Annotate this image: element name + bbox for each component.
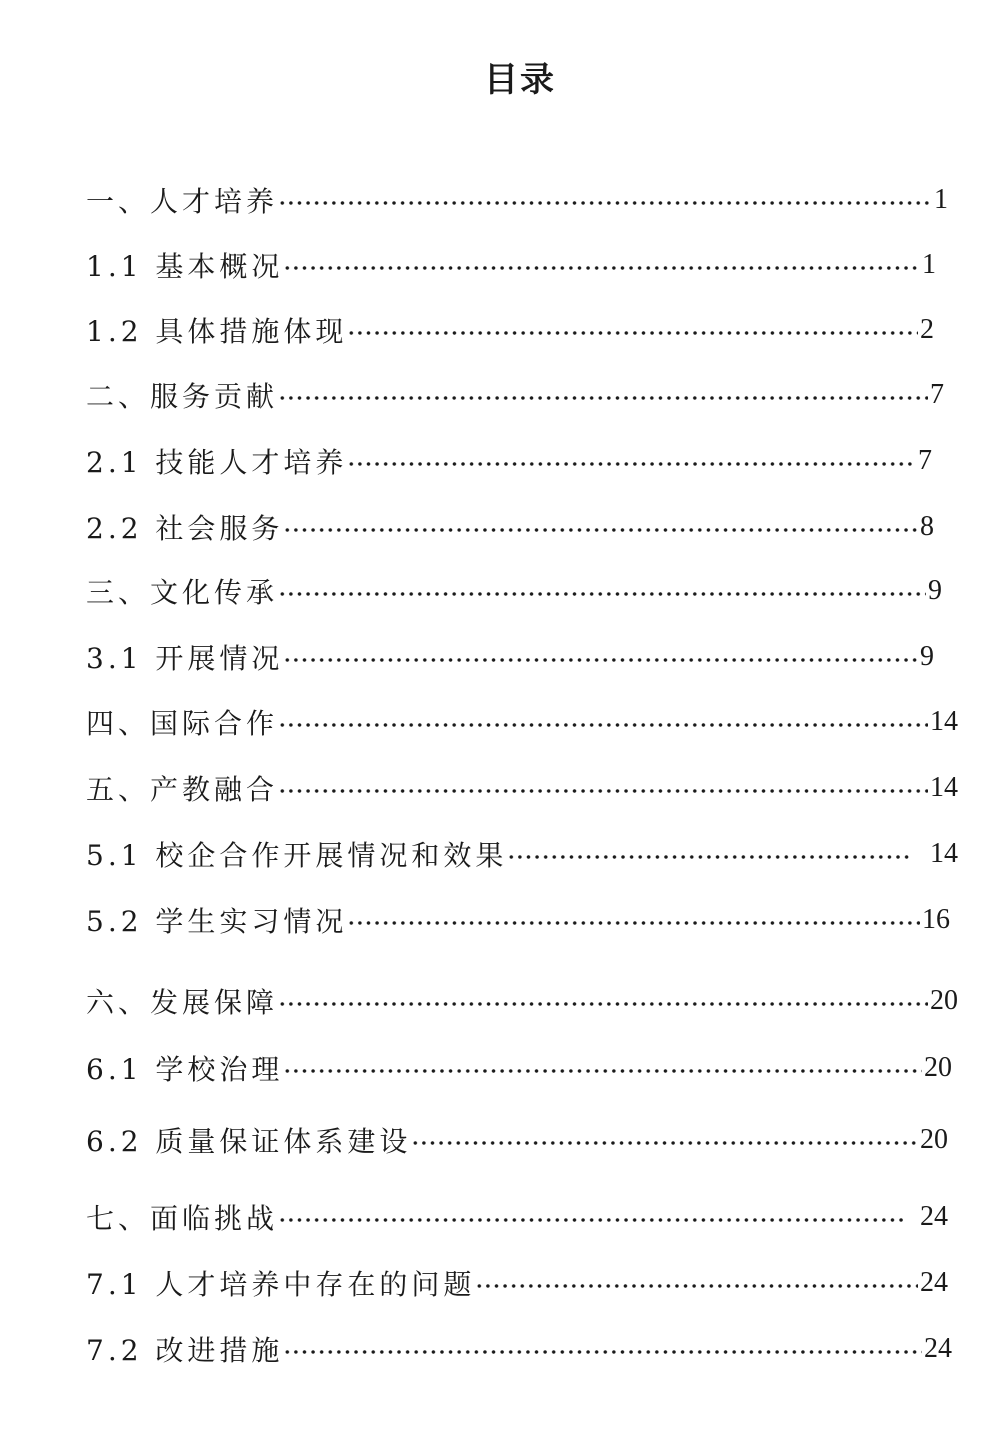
toc-page-number: 16 <box>922 904 950 935</box>
toc-page-number: 24 <box>924 1333 952 1364</box>
toc-entry-label: 6.1 学校治理 <box>86 1053 284 1086</box>
toc-dot-leader <box>278 1002 928 1006</box>
toc-entry[interactable] <box>86 1197 948 1237</box>
toc-entry[interactable] <box>86 571 942 611</box>
toc-entry-label: 2.1 技能人才培养 <box>86 446 348 479</box>
toc-entry[interactable] <box>86 702 958 742</box>
toc-page-number: 1 <box>922 249 936 280</box>
toc-dot-leader <box>283 1350 922 1354</box>
toc-dot-leader <box>347 331 918 335</box>
toc-page-number: 20 <box>930 985 958 1016</box>
toc-entry[interactable] <box>86 768 958 808</box>
toc-dot-leader <box>278 201 932 205</box>
toc-entry[interactable] <box>86 1120 948 1160</box>
toc-entry[interactable] <box>86 900 950 940</box>
toc-dot-leader <box>347 921 920 925</box>
toc-dot-leader <box>283 266 920 270</box>
toc-entry-label: 六、发展保障 <box>86 986 279 1019</box>
toc-page-number: 24 <box>920 1201 948 1232</box>
toc-entry-label: 五、产教融合 <box>86 773 279 806</box>
toc-page-number: 8 <box>920 511 934 542</box>
toc-entry-label: 3.1 开展情况 <box>86 642 284 675</box>
toc-dot-leader <box>507 855 912 859</box>
toc-entry-label: 6.2 质量保证体系建设 <box>86 1125 412 1158</box>
toc-entry-label: 7.2 改进措施 <box>86 1334 284 1367</box>
toc-page-number: 14 <box>930 838 958 869</box>
toc-entry-label: 二、服务贡献 <box>86 380 279 413</box>
toc-page-number: 9 <box>920 641 934 672</box>
toc-entry[interactable] <box>86 1263 948 1303</box>
toc-dot-leader <box>278 723 928 727</box>
toc-entry-label: 1.1 基本概况 <box>86 250 284 283</box>
toc-entry[interactable] <box>86 637 934 677</box>
toc-dot-leader <box>278 396 928 400</box>
toc-title: 目录 <box>484 60 556 100</box>
toc-page-number: 14 <box>930 706 958 737</box>
toc-page-number: 24 <box>920 1267 948 1298</box>
toc-page-number: 9 <box>928 575 942 606</box>
toc-entry[interactable] <box>86 834 958 874</box>
toc-entry-label: 四、国际合作 <box>86 707 279 740</box>
toc-entry[interactable] <box>86 507 934 547</box>
toc-dot-leader <box>278 789 928 793</box>
toc-entry-label: 1.2 具体措施体现 <box>86 315 348 348</box>
toc-entry-label: 5.2 学生实习情况 <box>86 905 348 938</box>
toc-dot-leader <box>283 658 918 662</box>
toc-dot-leader <box>411 1141 918 1145</box>
toc-page-number: 20 <box>924 1052 952 1083</box>
toc-dot-leader <box>278 592 926 596</box>
toc-entry-label: 三、文化传承 <box>86 576 279 609</box>
toc-entry-label: 七、面临挑战 <box>86 1202 279 1235</box>
toc-page-number: 14 <box>930 772 958 803</box>
toc-dot-leader <box>283 1069 922 1073</box>
toc-entry[interactable] <box>86 441 932 481</box>
toc-page-number: 2 <box>920 314 934 345</box>
toc-entry-label: 2.2 社会服务 <box>86 512 284 545</box>
toc-dot-leader <box>347 462 916 466</box>
toc-entry[interactable] <box>86 1329 952 1369</box>
toc-entry[interactable] <box>86 245 936 285</box>
toc-entry[interactable] <box>86 981 958 1021</box>
toc-entry[interactable] <box>86 1048 952 1088</box>
toc-page-number: 7 <box>930 379 944 410</box>
toc-entry[interactable] <box>86 375 944 415</box>
toc-entry-label: 一、人才培养 <box>86 185 279 218</box>
toc-entry[interactable] <box>86 310 934 350</box>
toc-page-number: 7 <box>918 445 932 476</box>
toc-dot-leader <box>475 1284 918 1288</box>
toc-entry-label: 7.1 人才培养中存在的问题 <box>86 1268 476 1301</box>
toc-dot-leader <box>283 528 918 532</box>
toc-entry[interactable] <box>86 180 948 220</box>
toc-page-number: 1 <box>934 184 948 215</box>
toc-entry-label: 5.1 校企合作开展情况和效果 <box>86 839 508 872</box>
toc-dot-leader <box>278 1218 904 1222</box>
toc-page-number: 20 <box>920 1124 948 1155</box>
